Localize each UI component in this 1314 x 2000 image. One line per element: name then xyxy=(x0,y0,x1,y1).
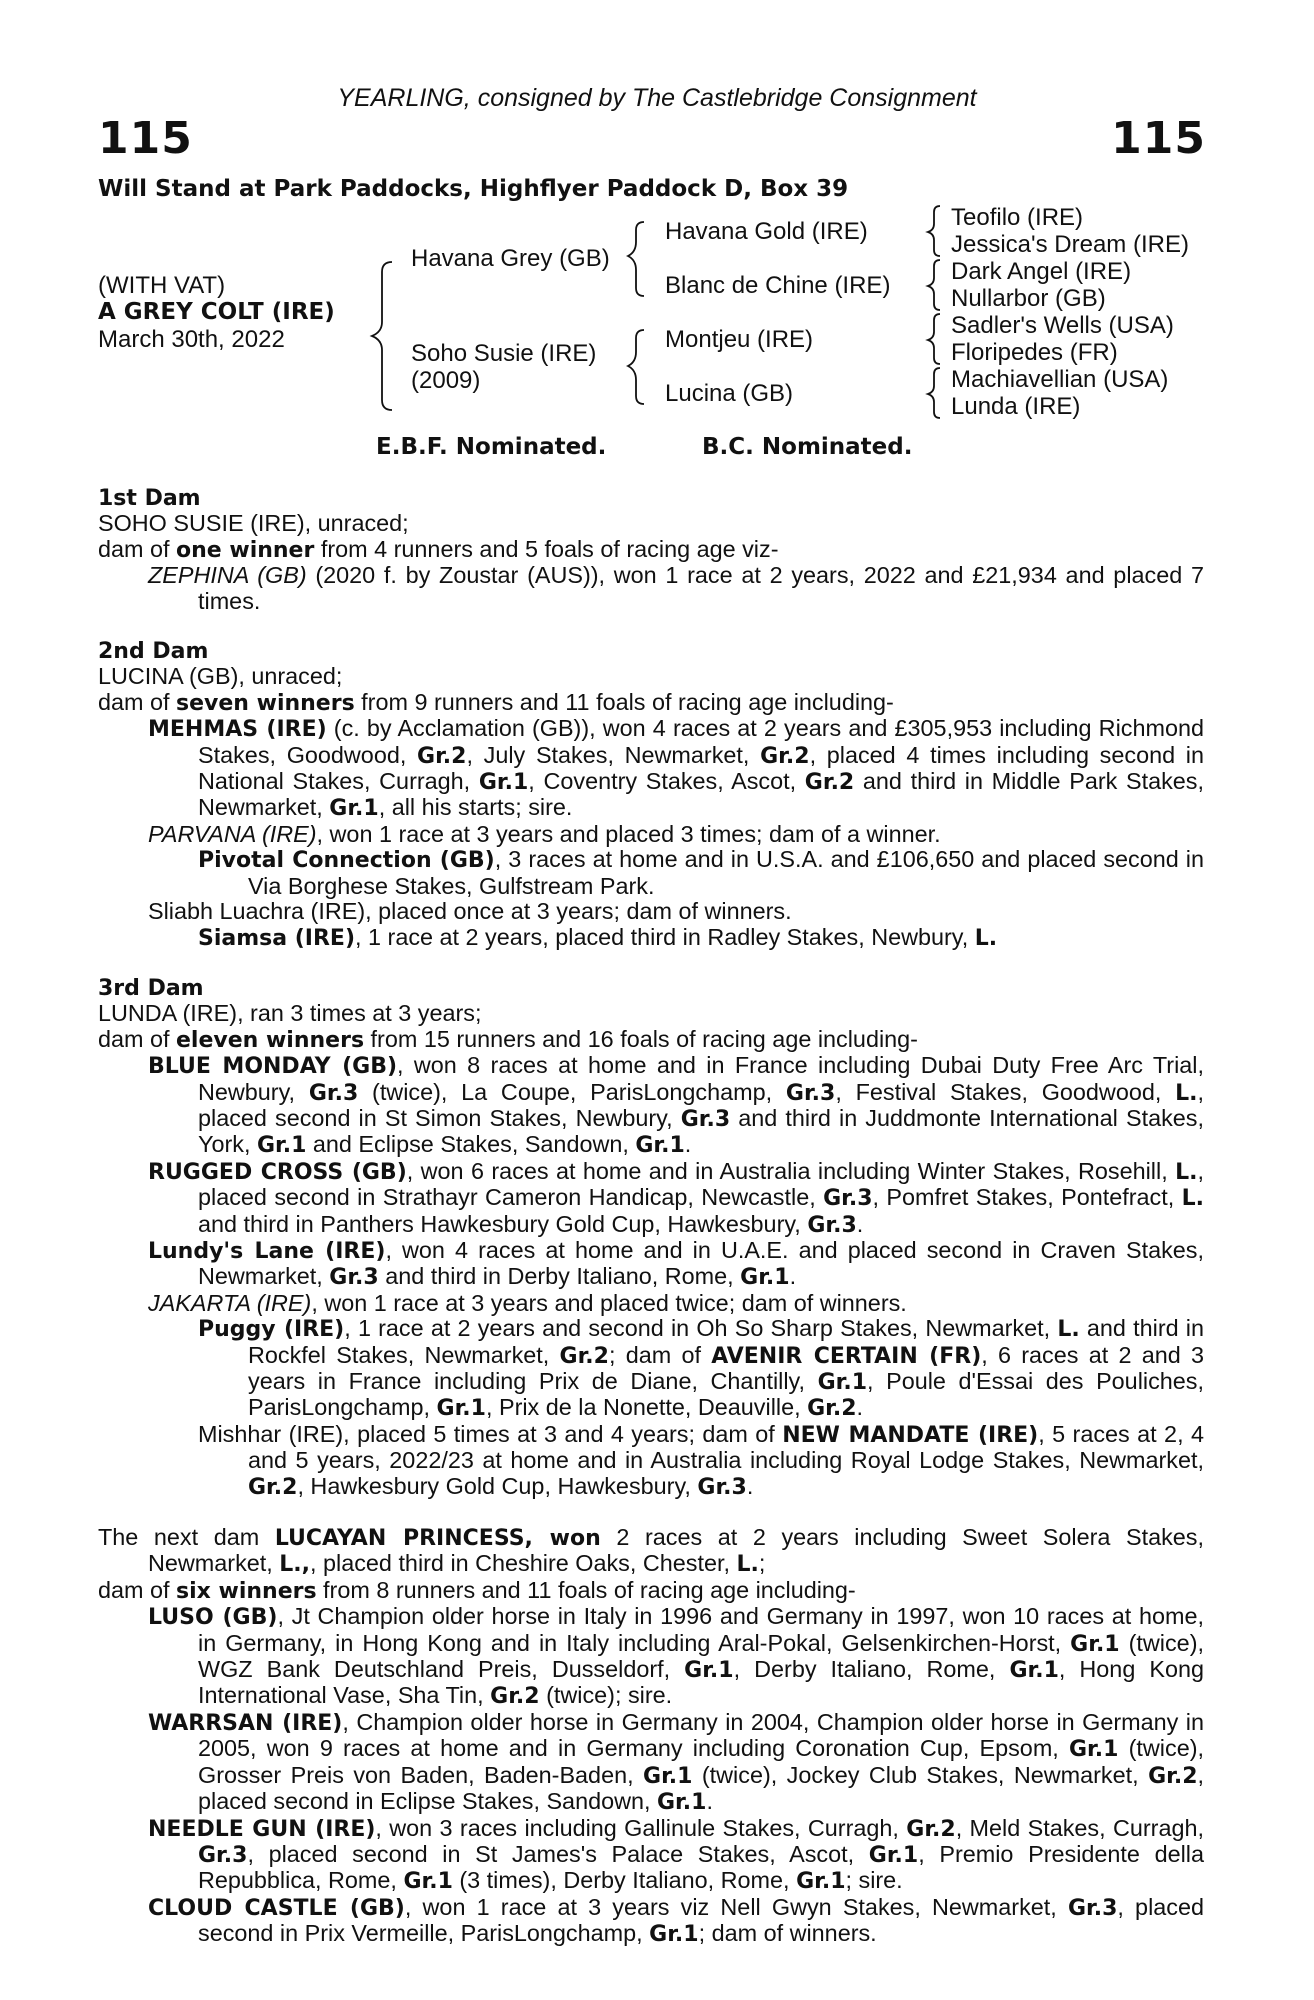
third-dam-heading: 3rd Dam xyxy=(98,975,204,1001)
bracket-gs4 xyxy=(928,368,940,418)
produce-puggy: Puggy (IRE), 1 race at 2 years and second in Oh So Sharp Stakes, Newmarket, L. and third in Rockfel Stakes, Newmarket, Gr.2; dam of AVENIR CERTAIN (FR), 6 races at 2 and 3 years in France including Prix de Diane, Chantilly, Gr.1, Poule d'Essai des Pouliches, ParisLongchamp, Gr.1, Prix de la Nonette, Deauville, Gr.2. xyxy=(198,1315,1205,1422)
sire-dam-name: Blanc de Chine (IRE) xyxy=(665,272,891,299)
produce-lundys-lane: Lundy's Lane (IRE), won 4 races at home and in U.A.E. and placed second in Craven Stakes, Newmarket, Gr.3 and third in Derby Italiano, Rome, Gr.1. xyxy=(148,1236,1204,1291)
produce-cloud-castle: CLOUD CASTLE (GB), won 1 race at 3 years viz Nell Gwyn Stakes, Newmarket, Gr.3, placed second in Prix Vermeille, ParisLongchamp, Gr.1; dam of winners. xyxy=(148,1893,1204,1948)
bracket-gs3 xyxy=(928,314,940,364)
great-grandparent-2: Jessica's Dream (IRE) xyxy=(951,231,1189,258)
next-dam-line: The next dam LUCAYAN PRINCESS, won 2 races at 2 years including Sweet Solera Stakes, Newmarket, L.,, placed third in Cheshire Oaks, Chester, L.; xyxy=(98,1524,1205,1578)
first-dam-line: SOHO SUSIE (IRE), unraced; xyxy=(98,510,409,537)
next-dam-section xyxy=(98,1525,1204,1948)
produce-warrsan: WARRSAN (IRE), Champion older horse in Germany in 2004, Champion older horse in Germany in 2005, won 9 races at home and in Germany including Coronation Cup, Epsom, Gr.1 (twice), Grosser Preis von Baden, Baden-Baden, Gr.1 (twice), Jockey Club Stakes, Newmarket, Gr.2, placed second in Eclipse Stakes, Sandown, Gr.1. xyxy=(148,1708,1204,1816)
produce-parvana: PARVANA (IRE), won 1 race at 3 years and placed 3 times; dam of a winner. xyxy=(148,820,941,847)
next-dam-produce: dam of six winners from 8 runners and 11 foals of racing age including- xyxy=(98,1576,856,1604)
bracket-gs2 xyxy=(928,260,940,310)
produce-mishhar: Mishhar (IRE), placed 5 times at 3 and 4 years; dam of NEW MANDATE (IRE), 5 races at 2, 4 and 5 years, 2022/23 at home and in Australia including Royal Lodge Stakes, Newmarket, Gr.2, Hawkesbury Gold Cup, Hawkesbury, Gr.3. xyxy=(198,1420,1204,1500)
second-dam-line: LUCINA (GB), unraced; xyxy=(98,663,343,690)
second-dam-produce: dam of seven winners from 9 runners and 11 foals of racing age including- xyxy=(98,688,894,716)
ebf-nominated: E.B.F. Nominated. xyxy=(376,434,607,460)
lot-number-right: 115 xyxy=(1111,113,1206,164)
great-grandparent-3: Dark Angel (IRE) xyxy=(951,258,1132,285)
second-dam-heading: 2nd Dam xyxy=(98,639,209,665)
sire-name: Havana Grey (GB) xyxy=(411,245,610,272)
produce-needle-gun: NEEDLE GUN (IRE), won 3 races including Gallinule Stakes, Curragh, Gr.2, Meld Stakes, Curragh, Gr.3, placed second in St James's Palace Stakes, Ascot, Gr.1, Premio Presidente della Repubblica, Rome, Gr.1 (3 times), Derby Italiano, Rome, Gr.1; sire. xyxy=(148,1814,1204,1895)
third-dam-produce: dam of eleven winners from 15 runners and 16 foals of racing age including- xyxy=(98,1025,918,1053)
family-record xyxy=(98,486,1204,1973)
produce-jakarta: JAKARTA (IRE), won 1 race at 3 years and placed twice; dam of winners. xyxy=(148,1289,907,1316)
produce-rugged-cross: RUGGED CROSS (GB), won 6 races at home and in Australia including Winter Stakes, Rosehill, L., placed second in Strathayr Cameron Handicap, Newcastle, Gr.3, Pomfret Stakes, Pontefract, L. and third in Panthers Hawkesbury Gold Cup, Hawkesbury, Gr.3. xyxy=(148,1157,1205,1238)
third-dam-section xyxy=(98,976,1204,1500)
produce-luso: LUSO (GB), Jt Champion older horse in Italy in 1996 and Germany in 1997, won 10 races at home, in Germany, in Hong Kong and in Italy including Aral-Pokal, Gelsenkirchen-Horst, Gr.1 (twice), WGZ Bank Deutschland Preis, Dusseldorf, Gr.1, Derby Italiano, Rome, Gr.1, Hong Kong International Vase, Sha Tin, Gr.2 (twice); sire. xyxy=(148,1603,1204,1710)
produce-mehmas: MEHMAS (IRE) (c. by Acclamation (GB)), won 4 races at 2 years and £305,953 including Richmond Stakes, Goodwood, Gr.2, July Stakes, Newmarket, Gr.2, placed 4 times including second in National Stakes, Curragh, Gr.1, Coventry Stakes, Ascot, Gr.2 and third in Middle Park Stakes, Newmarket, Gr.1, all his starts; sire. xyxy=(148,715,1205,822)
bracket-gs1 xyxy=(928,206,940,256)
bc-nominated: B.C. Nominated. xyxy=(702,434,913,460)
great-grandparent-1: Teofilo (IRE) xyxy=(951,204,1084,231)
consignor-line: YEARLING, consigned by The Castlebridge Consignment xyxy=(337,84,977,112)
bracket-sire xyxy=(628,222,644,296)
dam-sire-name: Montjeu (IRE) xyxy=(665,326,814,353)
vat-label: (WITH VAT) xyxy=(98,272,226,299)
stabling-line: Will Stand at Park Paddocks, Highflyer Paddock D, Box 39 xyxy=(98,176,849,202)
second-dam-section xyxy=(98,639,1204,951)
bracket-dam xyxy=(628,330,644,404)
dam-name: Soho Susie (IRE) xyxy=(411,340,597,367)
third-dam-line: LUNDA (IRE), ran 3 times at 3 years; xyxy=(98,1000,482,1027)
great-grandparent-7: Machiavellian (USA) xyxy=(951,366,1169,393)
produce-pivotal-connection: Pivotal Connection (GB), 3 races at home and in U.S.A. and £106,650 and placed second in Via Borghese Stakes, Gulfstream Park. xyxy=(198,846,1204,899)
produce-siamsa: Siamsa (IRE), 1 race at 2 years, placed third in Radley Stakes, Newbury, L. xyxy=(198,923,998,951)
sire-sire-name: Havana Gold (IRE) xyxy=(665,218,868,245)
great-grandparent-4: Nullarbor (GB) xyxy=(951,285,1106,312)
lot-number-left: 115 xyxy=(98,113,193,164)
produce-blue-monday: BLUE MONDAY (GB), won 8 races at home and in France including Dubai Duty Free Arc Trial, Newbury, Gr.3 (twice), La Coupe, ParisLongchamp, Gr.3, Festival Stakes, Goodwood, L., placed second in St Simon Stakes, Newbury, Gr.3 and third in Juddmonte International Stakes, York, Gr.1 and Eclipse Stakes, Sandown, Gr.1. xyxy=(148,1052,1204,1159)
great-grandparent-8: Lunda (IRE) xyxy=(951,393,1081,420)
produce-sliabh-luachra: Sliabh Luachra (IRE), placed once at 3 years; dam of winners. xyxy=(148,898,792,925)
produce-zephina: ZEPHINA (GB) (2020 f. by Zoustar (AUS)), won 1 race at 2 years, 2022 and £21,934 and placed 7 times. xyxy=(148,562,1204,614)
first-dam-heading: 1st Dam xyxy=(98,486,201,511)
bracket-main xyxy=(372,262,392,410)
lot-horse-name: A GREY COLT (IRE) xyxy=(98,299,335,325)
great-grandparent-5: Sadler's Wells (USA) xyxy=(951,312,1174,339)
dam-dam-name: Lucina (GB) xyxy=(665,380,794,407)
first-dam-section xyxy=(98,486,1204,614)
dam-year: (2009) xyxy=(411,367,481,394)
first-dam-produce: dam of one winner from 4 runners and 5 foals of racing age viz- xyxy=(98,535,779,563)
foaling-date: March 30th, 2022 xyxy=(98,326,285,353)
great-grandparent-6: Floripedes (FR) xyxy=(951,339,1118,366)
